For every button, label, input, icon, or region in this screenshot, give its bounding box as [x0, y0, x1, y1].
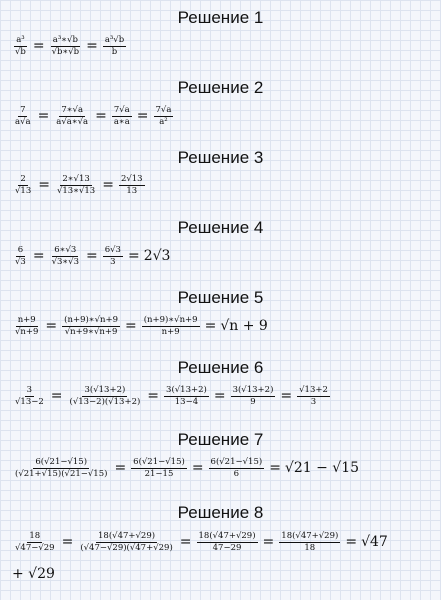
equals-sign: = [37, 108, 50, 125]
equals-sign: = [213, 388, 226, 405]
equals-sign: = [102, 177, 114, 194]
equals-sign: = [191, 460, 204, 477]
result: 2√3 [143, 248, 171, 265]
fraction: $\frac{3(√13+2)}{9}$ [232, 385, 274, 407]
solution-7-equation [12, 458, 359, 479]
solution-2-equation [12, 106, 174, 127]
fraction: $\frac{18(√47+√29)}{47-29}$ [198, 531, 256, 553]
equals-sign: = [204, 318, 217, 335]
fraction: $\frac{7∗√a}{a√a∗√a}$ [56, 105, 89, 127]
equals-sign: = [86, 38, 98, 55]
fraction: $\frac{3}{√13-2}$ [15, 385, 44, 407]
fraction: $\frac{(n+9)∗√n+9}{√n+9∗√n+9}$ [64, 315, 118, 337]
solution-1-heading: Решение 1 [177, 8, 264, 27]
equals-sign: = [127, 248, 140, 265]
solution-5-equation [12, 316, 268, 337]
equals-sign: = [114, 460, 127, 477]
fraction: $\frac{\text{a³√b}}{b}$ [104, 35, 125, 57]
solution-6-heading: Решение 6 [177, 358, 264, 377]
fraction: $\frac{(n+9)∗√n+9}{n+9}$ [143, 315, 198, 337]
fraction: $\frac{\text{a³}}{√b}$ [15, 35, 26, 57]
equals-sign: = [179, 534, 192, 551]
solution-4-equation [12, 246, 170, 267]
fraction: $\frac{3(√13+2)}{(√13-2)(√13+2)}$ [69, 385, 141, 407]
solution-2-heading: Решение 2 [177, 78, 264, 97]
result: √47 [361, 534, 388, 551]
result: √n + 9 [220, 318, 268, 335]
solution-8-equation [12, 532, 388, 553]
solution-6-equation [12, 386, 331, 407]
fraction: $\frac{n+9}{√n+9}$ [15, 315, 39, 337]
fraction: $\frac{6(√21-√15)}{6}$ [210, 457, 263, 479]
fraction: $\frac{6∗√3}{√3∗√3}$ [51, 245, 79, 267]
fraction: $\frac{18(√47+√29)}{(√47-√29)(√47+√29)}$ [80, 531, 173, 553]
fraction: $\frac{18}{√47-√29}$ [15, 531, 55, 553]
fraction: $\frac{\text{a³∗√b}}{√b∗√b}$ [51, 35, 80, 57]
fraction: $\frac{7}{a√a}$ [15, 105, 31, 127]
fraction: $\frac{6(√21-√15)}{21-15}$ [133, 457, 185, 479]
fraction: $\frac{√13+2}{3}$ [299, 385, 328, 407]
equals-sign: = [38, 177, 50, 194]
equals-sign: = [345, 534, 358, 551]
equals-sign: = [95, 108, 107, 125]
equals-sign: = [125, 318, 137, 335]
equals-sign: = [32, 38, 45, 55]
fraction: $\frac{7√a}{a∗a}$ [113, 105, 130, 127]
equals-sign: = [32, 248, 45, 265]
fraction: $\frac{3(√13+2)}{13-4}$ [166, 385, 207, 407]
fraction: $\frac{6(√21-√15)}{(√21+√15)(√21-√15)}$ [15, 457, 108, 479]
equals-sign: = [45, 318, 58, 335]
solution-8-result-continuation: + √29 [12, 566, 55, 582]
equals-sign: = [50, 388, 63, 405]
solution-1-equation [12, 36, 127, 57]
solution-7-heading: Решение 7 [177, 430, 264, 449]
fraction: $\frac{2∗√13}{√13∗√13}$ [56, 174, 96, 196]
equals-sign: = [147, 388, 160, 405]
solution-4-heading: Решение 4 [177, 218, 264, 237]
result: √21 − √15 [284, 460, 360, 477]
solution-8-heading: Решение 8 [177, 503, 264, 522]
equals-sign: = [269, 460, 281, 477]
fraction: $\frac{2}{√13}$ [15, 174, 32, 196]
fraction: $\frac{2√13}{13}$ [120, 174, 143, 196]
solution-5-heading: Решение 5 [177, 288, 264, 307]
fraction: $\frac{6√3}{3}$ [104, 245, 121, 267]
fraction: $\frac{18(√47+√29)}{18}$ [281, 531, 339, 553]
solution-3-heading: Решение 3 [177, 148, 264, 167]
fraction: $\frac{7√a}{\text{a²}}$ [155, 105, 172, 127]
equals-sign: = [86, 248, 98, 265]
equals-sign: = [61, 534, 74, 551]
solution-3-equation [12, 175, 146, 196]
equals-sign: = [262, 534, 275, 551]
fraction: $\frac{6}{√3}$ [15, 245, 26, 267]
equals-sign: = [136, 108, 149, 125]
equals-sign: = [280, 388, 293, 405]
